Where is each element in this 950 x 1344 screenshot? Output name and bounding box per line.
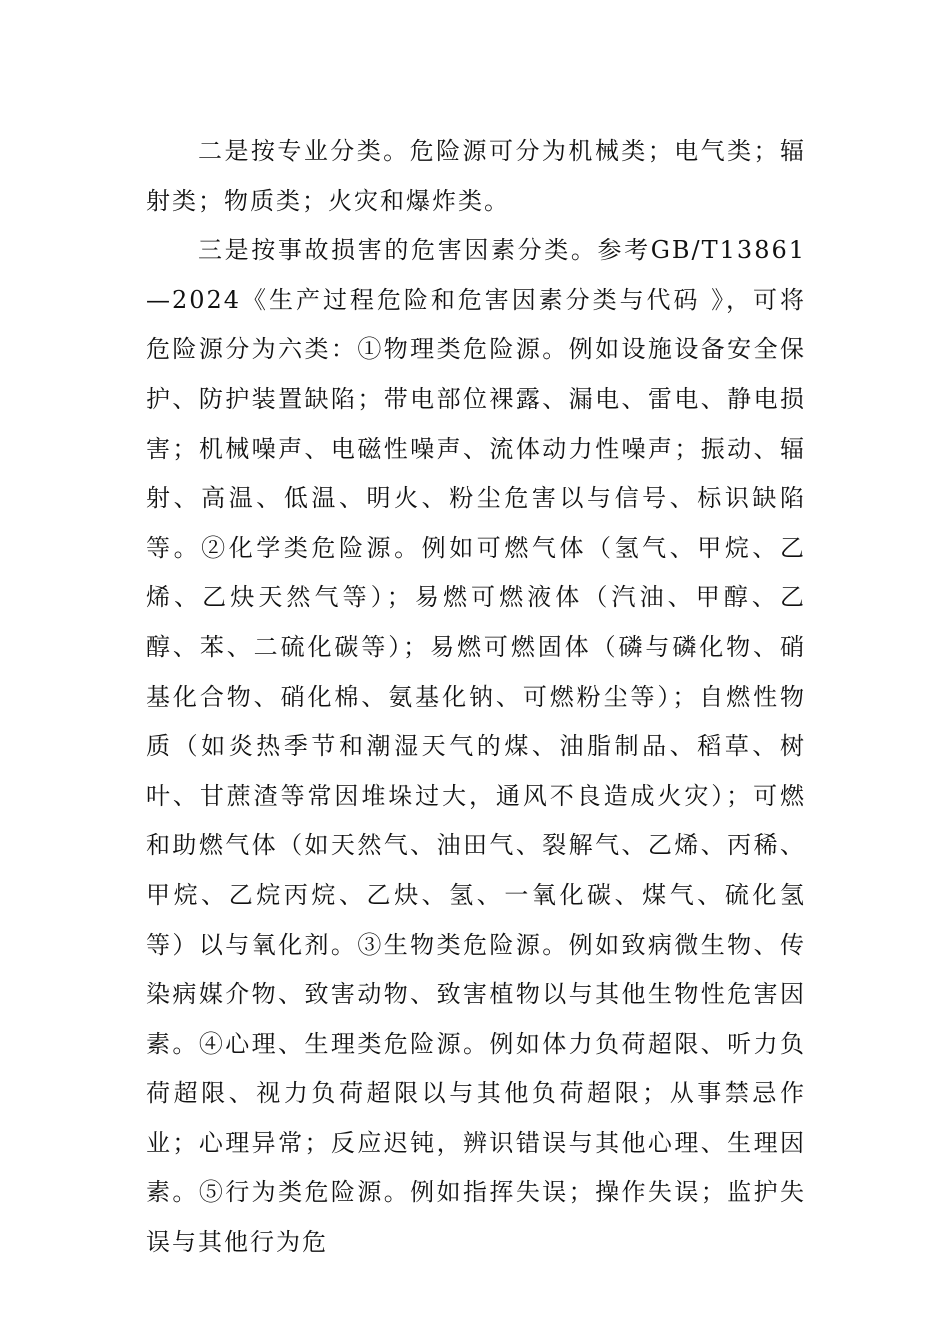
document-body <box>146 127 806 1268</box>
paragraph-classification-by-specialty: 二是按专业分类。危险源可分为机械类；电气类；辐射类；物质类；火灾和爆炸类。 <box>146 137 806 215</box>
paragraph-classification-by-hazard-factors: 三是按事故损害的危害因素分类。参考GB/T13861—2024《生产过程危险和危害因素分类与代码 》，可将危险源分为六类：①物理类危险源。例如设施设备安全保护、防护装置缺陷；带电部位裸露、漏电、雷电、静电损害；机械噪声、电磁性噪声、流体动力性噪声；振动、辐射、高温、低温、明火、粉尘危害以与信号、标识缺陷等。②化学类危险源。例如可燃气体（氢气、甲烷、乙烯、乙炔天然气等）；易燃可燃液体（汽油、甲醇、乙醇、苯、二硫化碳等）；易燃可燃固体（磷与磷化物、硝基化合物、硝化棉、氨基化钠、可燃粉尘等）；自燃性物质（如炎热季节和潮湿天气的煤、油脂制品、稻草、树叶、甘蔗渣等常因堆垛过大，通风不良造成火灾）；可燃和助燃气体（如天然气、油田气、裂解气、乙烯、丙稀、甲烷、乙烷丙烷、乙炔、氢、一氧化碳、煤气、硫化氢等）以与氧化剂。③生物类危险源。例如致病微生物、传染病媒介物、致害动物、致害植物以与其他生物性危害因素。④心理、生理类危险源。例如体力负荷超限、听力负荷超限、视力负荷超限以与其他负荷超限；从事禁忌作业；心理异常；反应迟钝，辨识错误与其他心理、生理因素。⑤行为类危险源。例如指挥失误；操作失误；监护失误与其他行为危 <box>146 236 806 1257</box>
